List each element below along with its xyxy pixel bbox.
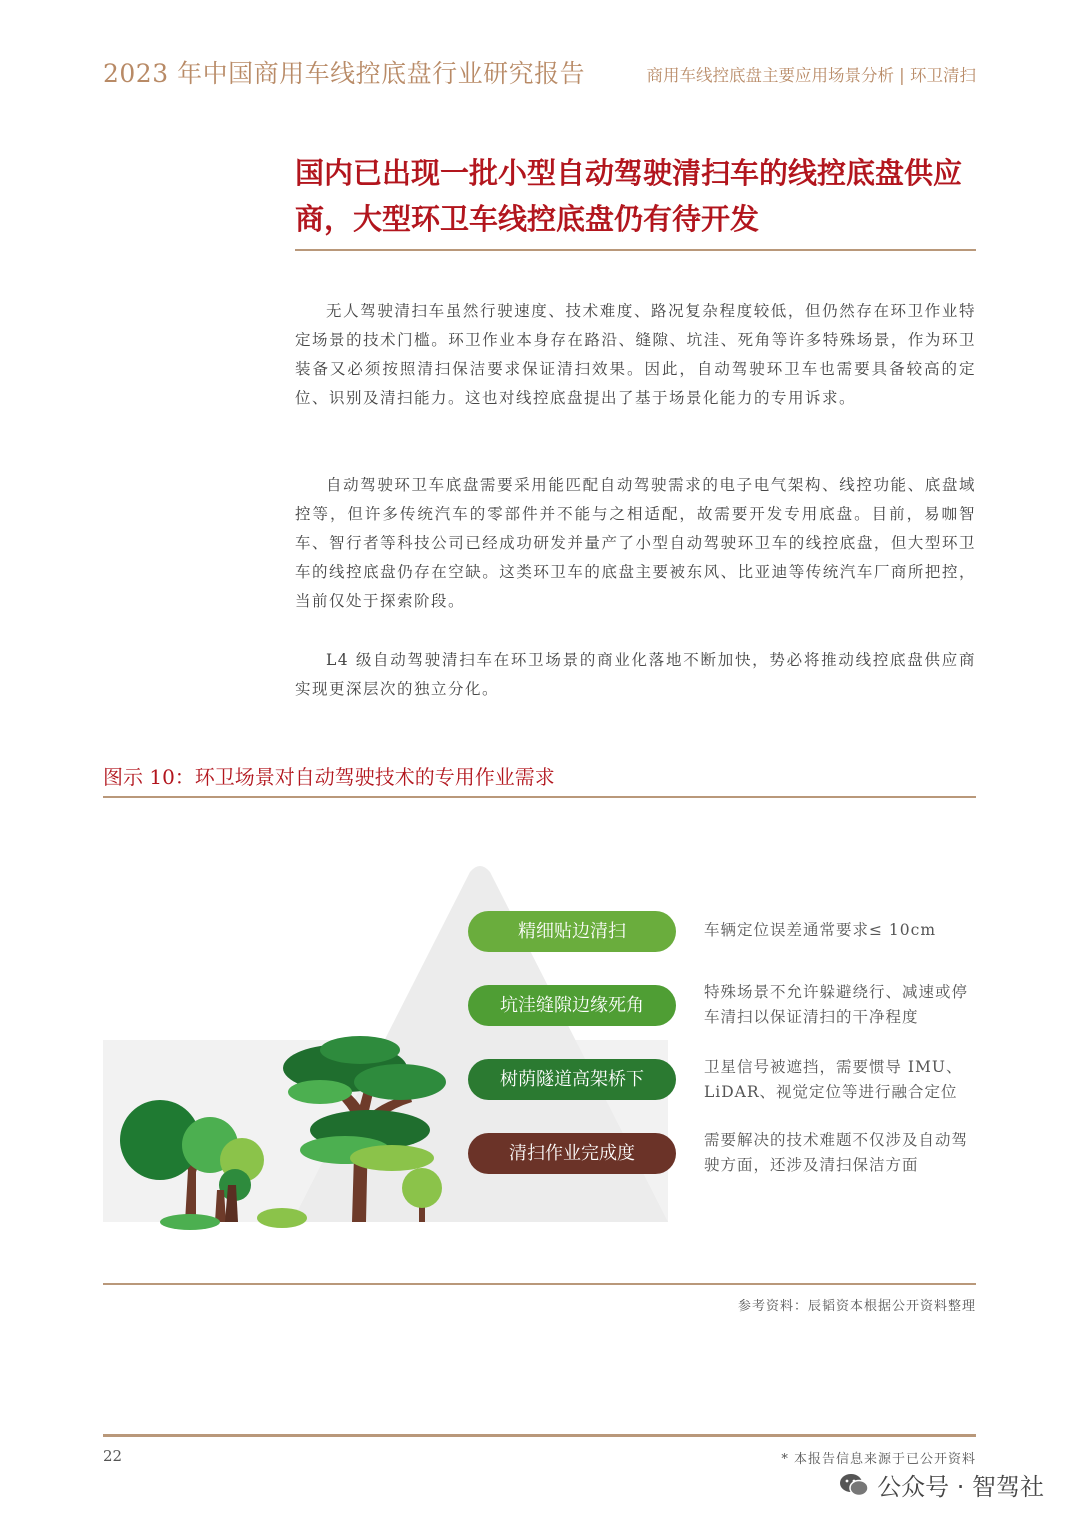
page-number: 22: [103, 1447, 123, 1465]
requirement-pill-4: 清扫作业完成度: [468, 1133, 676, 1174]
requirement-desc-1: 车辆定位误差通常要求≤ 10cm: [704, 921, 937, 939]
requirement-desc-4: 需要解决的技术难题不仅涉及自动驾驶方面，还涉及清扫保洁方面: [704, 1131, 969, 1174]
bush-illustration: [160, 1214, 220, 1230]
requirement-pill-2: 坑洼缝隙边缘死角: [468, 985, 676, 1026]
requirement-pill-3: 树荫隧道高架桥下: [468, 1059, 676, 1100]
requirement-desc-2: 特殊场景不允许躲避绕行、减速或停车清扫以保证清扫的干净程度: [704, 983, 969, 1026]
headline: 国内已出现一批小型自动驾驶清扫车的线控底盘供应商，大型环卫车线控底盘仍有待开发: [295, 156, 963, 236]
wechat-watermark: [839, 1467, 1044, 1502]
figure-caption: 图示 10：环卫场景对自动驾驶技术的专用作业需求: [103, 765, 555, 789]
footer-divider: [103, 1434, 976, 1437]
body-paragraph-2: 自动驾驶环卫车底盘需要采用能匹配自动驾驶需求的电子电气架构、线控功能、底盘域控等，但许多传统汽车的零部件并不能与之相适配，故需要开发专用底盘。目前，易咖智车、智行者等科技公司已经成功研发并量产了小型自动驾驶环卫车的线控底盘，但大型环卫车的线控底盘仍存在空缺。这类环卫车的底盘主要被东风、比亚迪等传统汽车厂商所把控，当前仅处于探索阶段。: [295, 476, 976, 610]
wechat-icon: [839, 1472, 869, 1498]
body-paragraph-3: L4 级自动驾驶清扫车在环卫场景的商业化落地不断加快，势必将推动线控底盘供应商实现更深层次的独立分化。: [295, 651, 976, 698]
requirement-pill-1: 精细贴边清扫: [468, 911, 676, 952]
wechat-label: 公众号 · 智驾社: [877, 1473, 1044, 1501]
section-label: 商用车线控底盘主要应用场景分析 | 环卫清扫: [646, 66, 976, 85]
footer-note: * 本报告信息来源于已公开资料: [781, 1452, 976, 1467]
source-note: 参考资料：辰韬资本根据公开资料整理: [737, 1299, 976, 1314]
body-paragraph-1: 无人驾驶清扫车虽然行驶速度、技术难度、路况复杂程度较低，但仍然存在环卫作业特定场景的技术门槛。环卫作业本身存在路沿、缝隙、坑洼、死角等许多特殊场景，作为环卫装备又必须按照清扫保洁要求保证清扫效果。因此，自动驾驶环卫车也需要具备较高的定位、识别及清扫能力。这也对线控底盘提出了基于场景化能力的专用诉求。: [295, 302, 976, 407]
figure-bottom-divider: [103, 1283, 976, 1285]
report-title: 2023 年中国商用车线控底盘行业研究报告: [103, 59, 586, 88]
requirement-desc-3: 卫星信号被遮挡，需要惯导 IMU、LiDAR、视觉定位等进行融合定位: [704, 1058, 963, 1101]
